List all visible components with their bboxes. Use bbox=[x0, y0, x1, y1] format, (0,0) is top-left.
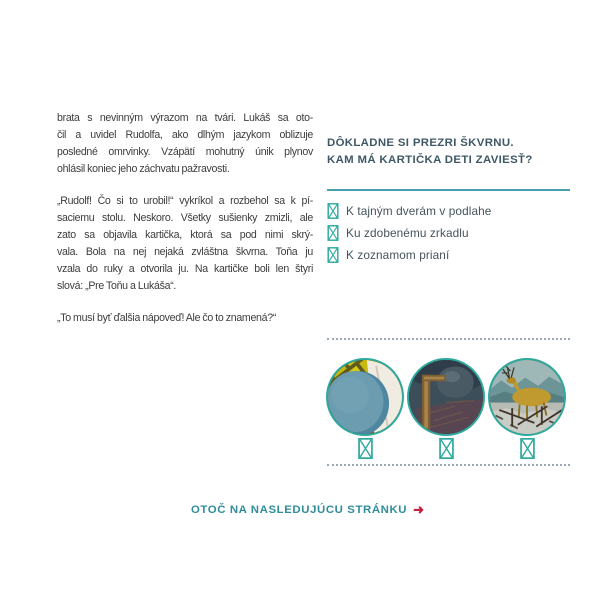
option-label: K tajným dverám v podlahe bbox=[346, 204, 492, 218]
divider-line bbox=[327, 189, 570, 191]
answer-options bbox=[327, 200, 570, 266]
option-row-mirror[interactable] bbox=[327, 222, 570, 244]
checkbox-icon[interactable] bbox=[358, 437, 373, 460]
photo-illustration bbox=[409, 360, 483, 434]
photo-answer-checkboxes bbox=[326, 437, 566, 460]
quiz-question bbox=[327, 135, 570, 169]
story-paragraph bbox=[57, 110, 313, 178]
quiz-question-line: KAM MÁ KARTIČKA DETI ZAVIESŤ? bbox=[327, 154, 533, 166]
photo-checkbox-cell bbox=[488, 437, 566, 460]
option-row-wish-list[interactable] bbox=[327, 244, 570, 266]
story-line: slová: „Pre Toňu a Lukáša“. bbox=[57, 280, 177, 292]
quiz-question-line: DÔKLADNE SI PREZRI ŠKVRNU. bbox=[327, 137, 514, 149]
story-line: brata s nevinným výrazom na tvári. Lukáš sa oto- bbox=[57, 112, 313, 124]
story-line: saciemu stolu. Neskoro. Všetky sušienky zmizli, ale bbox=[57, 212, 313, 224]
story-line: „To musí byť ďalšia nápoveď! Ale čo to znamená?“ bbox=[57, 312, 277, 324]
photo-illustration bbox=[328, 360, 402, 434]
story-line: vala. Bola na nej nejaká zvláštna škvrna. Toňa ju bbox=[57, 246, 313, 258]
option-row-secret-door[interactable] bbox=[327, 200, 570, 222]
story-paragraph bbox=[57, 193, 313, 295]
story-line: čil a uvidel Rudolfa, ako dlhým jazykom oblizuje bbox=[57, 129, 313, 141]
framed-mirror-in-dark-cave-photo bbox=[407, 358, 485, 436]
turn-page-instruction bbox=[0, 502, 615, 518]
dotted-divider bbox=[327, 464, 570, 466]
photo-checkbox-cell bbox=[326, 437, 404, 460]
checkbox-icon[interactable] bbox=[327, 247, 339, 263]
story-line: zato sa objavila kartička, ktorá sa pod nimi skrý- bbox=[57, 229, 313, 241]
answer-photos bbox=[326, 358, 566, 436]
story-line: „Rudolf! Čo si to urobil!“ vykríkol a rozbehol sa k pí- bbox=[57, 195, 313, 207]
dotted-divider bbox=[327, 338, 570, 340]
story-text bbox=[57, 110, 313, 342]
option-label: Ku zdobenému zrkadlu bbox=[346, 226, 469, 240]
story-line: ohlásil koniec jeho záchvatu pažravosti. bbox=[57, 163, 230, 175]
photo-illustration bbox=[490, 360, 564, 434]
golden-deer-outdoors-photo bbox=[488, 358, 566, 436]
blue-card-on-patterned-floor-photo bbox=[326, 358, 404, 436]
arrow-right-icon: ➜ bbox=[413, 502, 425, 517]
checkbox-icon[interactable] bbox=[520, 437, 535, 460]
option-label: K zoznamom prianí bbox=[346, 248, 450, 262]
story-paragraph bbox=[57, 310, 313, 327]
story-line: posledné omrvinky. Vzápätí mohutný únik plynov bbox=[57, 146, 313, 158]
turn-page-label: OTOČ NA NASLEDUJÚCU STRÁNKU bbox=[190, 504, 408, 516]
story-line: vzala do ruky a otvorila ju. Na kartičke boli len štyri bbox=[57, 263, 313, 275]
photo-checkbox-cell bbox=[407, 437, 485, 460]
checkbox-icon[interactable] bbox=[327, 225, 339, 241]
checkbox-icon[interactable] bbox=[327, 203, 339, 219]
checkbox-icon[interactable] bbox=[439, 437, 454, 460]
